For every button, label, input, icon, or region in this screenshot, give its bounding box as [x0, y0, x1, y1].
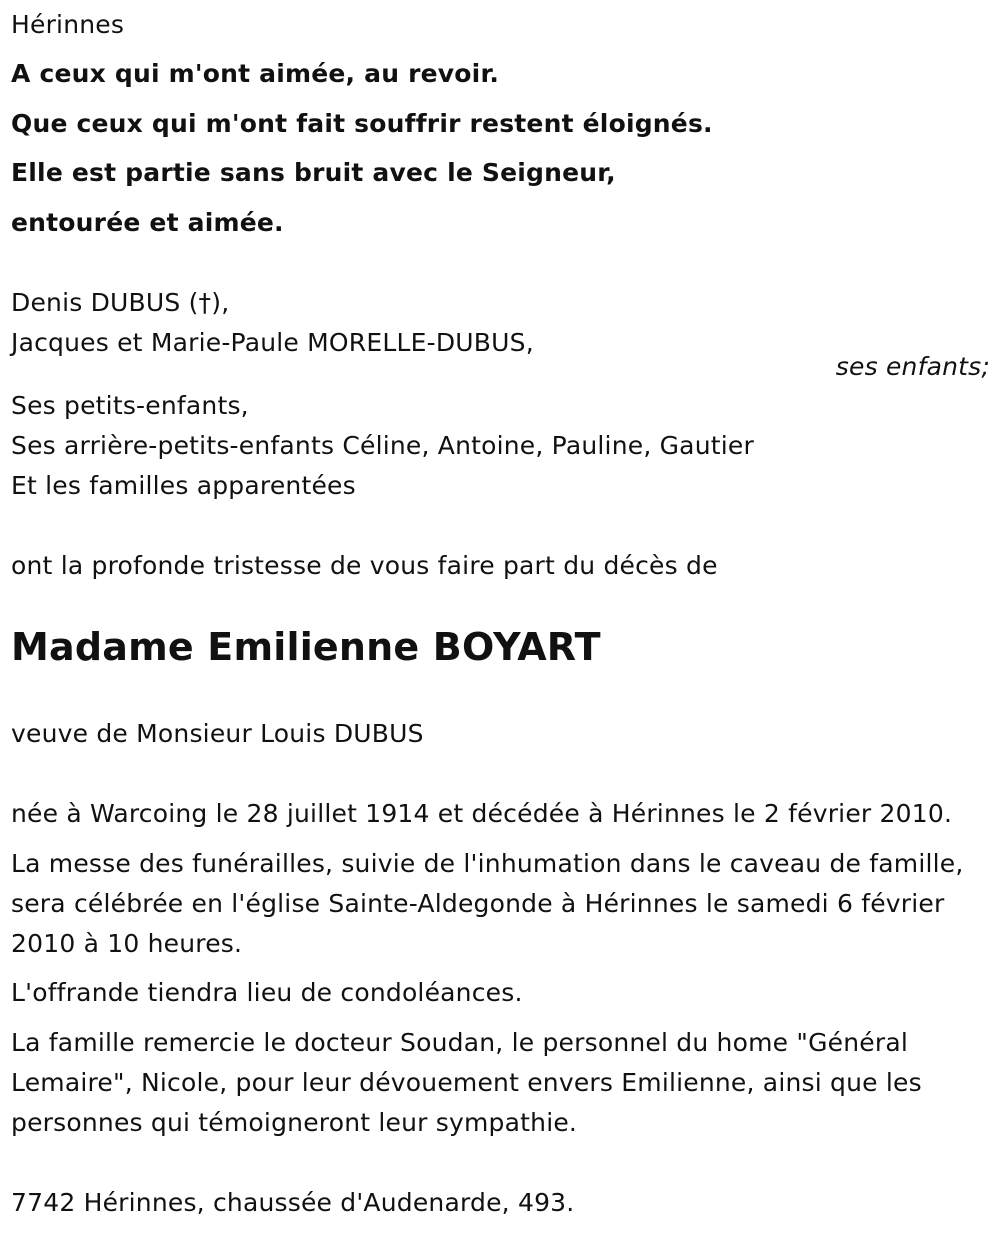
deceased-name: Madame Emilienne BOYART	[11, 625, 601, 669]
place-heading: Hérinnes	[11, 10, 125, 39]
funeral-line: La messe des funérailles, suivie de l'inhumation dans le caveau de famille,	[11, 849, 964, 878]
poem-line: entourée et aimée.	[11, 208, 284, 237]
family-line: Et les familles apparentées	[11, 471, 356, 500]
thanks-line: La famille remercie le docteur Soudan, le personnel du home "Général	[11, 1028, 908, 1057]
poem-line: Elle est partie sans bruit avec le Seigneur,	[11, 158, 616, 187]
poem-line: A ceux qui m'ont aimée, au revoir.	[11, 59, 500, 88]
poem-line: Que ceux qui m'ont fait souffrir restent éloignés.	[11, 109, 713, 138]
family-line: Ses arrière-petits-enfants Céline, Antoine, Pauline, Gautier	[11, 431, 754, 460]
family-line: Ses petits-enfants,	[11, 391, 249, 420]
widow-of-text: veuve de Monsieur Louis DUBUS	[11, 719, 424, 748]
thanks-line: personnes qui témoigneront leur sympathie.	[11, 1108, 578, 1137]
funeral-line: 2010 à 10 heures.	[11, 929, 243, 958]
child-name: Denis DUBUS (†),	[11, 288, 230, 317]
funeral-line: sera célébrée en l'église Sainte-Aldegonde à Hérinnes le samedi 6 février	[11, 889, 945, 918]
child-name: Jacques et Marie-Paule MORELLE-DUBUS,	[11, 328, 534, 357]
thanks-line: Lemaire", Nicole, pour leur dévouement envers Emilienne, ainsi que les	[11, 1068, 922, 1097]
children-label: ses enfants;	[835, 352, 990, 381]
birth-death-text: née à Warcoing le 28 juillet 1914 et décédée à Hérinnes le 2 février 2010.	[11, 799, 953, 828]
announcement-text: ont la profonde tristesse de vous faire part du décès de	[11, 551, 718, 580]
offering-text: L'offrande tiendra lieu de condoléances.	[11, 978, 523, 1007]
address-text: 7742 Hérinnes, chaussée d'Audenarde, 493.	[11, 1188, 575, 1217]
